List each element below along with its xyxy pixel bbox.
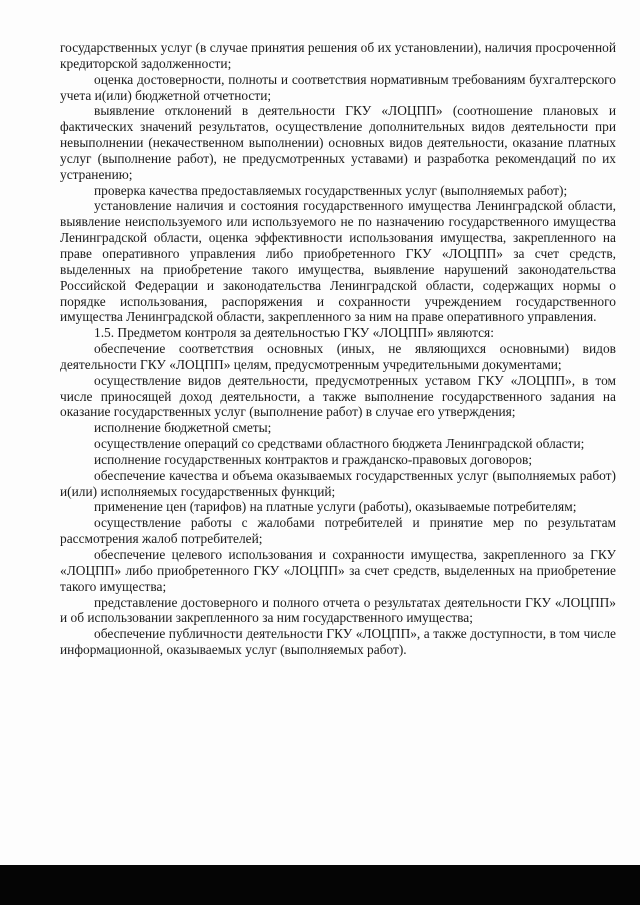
paragraph-services-continuation: государственных услуг (в случае принятия решения об их установлении), наличия просроченной кредиторской задолженности;	[60, 40, 616, 71]
paragraph-reporting: представление достоверного и полного отчета о результатах деятельности ГКУ «ЛОЦПП» и об использовании закрепленного за ним государственного имущества;	[60, 594, 616, 626]
paragraph-deviation-detection: выявление отклонений в деятельности ГКУ «ЛОЦПП» (соотношение плановых и фактических значений результатов, осуществление дополнительных видов деятельности при невыполнении (некачественном выполнении) основных видов деятельности, оказание платных услуг (выполнение работ), не предусмотренных уставами) и разработка рекомендаций по их устранению;	[60, 103, 616, 182]
paragraph-charter-activities: осуществление видов деятельности, предусмотренных уставом ГКУ «ЛОЦПП», в том числе приносящей доход деятельности, а также выполнение государственного задания на оказание государственных услуг (выполнение работ) в случае его утверждения;	[60, 372, 616, 420]
paragraph-property-use: обеспечение целевого использования и сохранности имущества, закрепленного за ГКУ «ЛОЦПП» либо приобретенного ГКУ «ЛОЦПП» за счет средств, выделенных на приобретение такого имущества;	[60, 547, 616, 594]
paragraph-service-quality: обеспечение качества и объема оказываемых государственных услуг (выполняемых работ) и(или) исполняемых государственных функций;	[60, 467, 616, 499]
paragraph-pricing: применение цен (тарифов) на платные услуги (работы), оказываемые потребителям;	[94, 499, 577, 515]
section-heading-1-5: 1.5. Предметом контроля за деятельностью ГКУ «ЛОЦПП» являются:	[94, 325, 494, 341]
document-body	[60, 40, 616, 658]
scan-bottom-border	[0, 865, 640, 905]
paragraph-quality-check: проверка качества предоставляемых государственных услуг (выполняемых работ);	[94, 182, 568, 198]
paragraph-publicity: обеспечение публичности деятельности ГКУ «ЛОЦПП», а также доступности, в том числе информационной, оказываемых услуг (выполняемых работ).	[60, 626, 616, 658]
paragraph-contracts: исполнение государственных контрактов и гражданско-правовых договоров;	[94, 451, 533, 467]
paragraph-complaints: осуществление работы с жалобами потребителей и принятие мер по результатам рассмотрения жалоб потребителей;	[60, 515, 616, 547]
paragraph-budget-operations: осуществление операций со средствами областного бюджета Ленинградской области;	[94, 436, 585, 452]
paragraph-accounting-assessment: оценка достоверности, полноты и соответствия нормативным требованиям бухгалтерского учета и(или) бюджетной отчетности;	[60, 71, 616, 103]
paragraph-property-assessment: установление наличия и состояния государственного имущества Ленинградской области, выявление неиспользуемого или используемого не по назначению государственного имущества Ленинградской области, оценка эффективности использования имущества, закрепленного на праве оперативного управления либо приобретенного ГКУ «ЛОЦПП» за счет средств, выделенных на приобретение такого имущества, выявление нарушений законодательства Российской Федерации и законодательства Ленинградской области, содержащих нормы о порядке использования, распоряжения и сохранности учреждением государственного имущества Ленинградской области, закрепленного за ним на праве оперативного управления.	[60, 198, 616, 325]
paragraph-activity-compliance: обеспечение соответствия основных (иных, не являющихся основными) видов деятельности ГКУ «ЛОЦПП» целям, предусмотренным учредительными документами;	[60, 341, 616, 372]
paragraph-budget-execution: исполнение бюджетной сметы;	[94, 420, 272, 436]
